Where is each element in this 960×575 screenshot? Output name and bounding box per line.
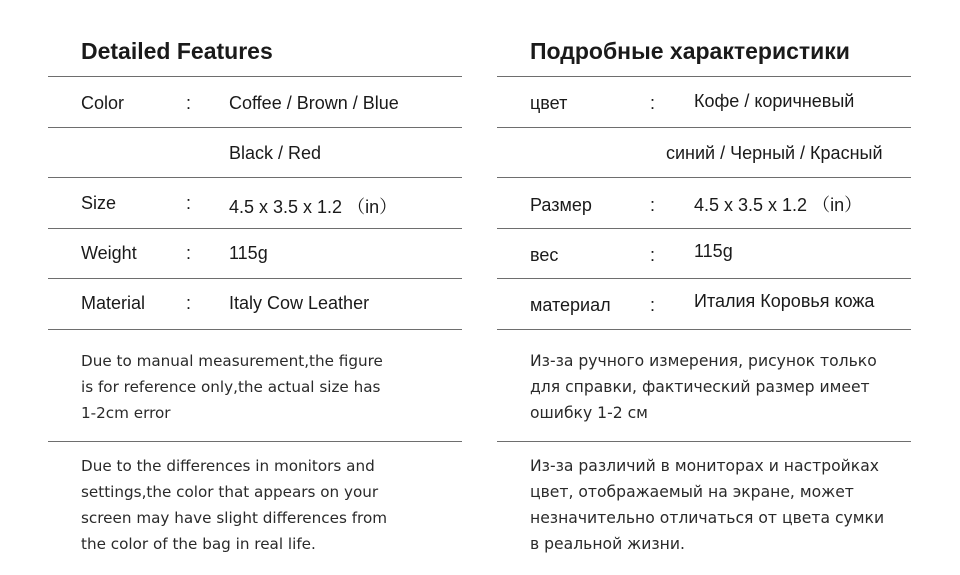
- spec-row-weight: [48, 228, 462, 278]
- note-line: is for reference only,the actual size has: [81, 378, 381, 396]
- divider: [497, 76, 911, 77]
- section-title: Detailed Features: [81, 38, 273, 64]
- color-note: [530, 453, 910, 557]
- divider: [48, 441, 462, 442]
- divider: [48, 329, 462, 330]
- divider: [497, 441, 911, 442]
- spec-row-color: [497, 78, 911, 128]
- spec-value: 4.5 x 3.5 x 1.2 （in）: [694, 195, 863, 215]
- spec-colon: :: [650, 245, 656, 265]
- spec-colon: :: [650, 195, 656, 215]
- spec-row-size: [497, 178, 911, 228]
- spec-row-weight: [497, 228, 911, 278]
- note-line: Из-за различий в мониторах и настройках: [530, 457, 879, 475]
- spec-label: цвет: [530, 93, 568, 113]
- note-line: для справки, фактический размер имеет: [530, 378, 870, 396]
- spec-row-size: [48, 178, 462, 228]
- spec-row-material: [497, 278, 911, 328]
- spec-value: Италия Коровья кожа: [694, 291, 875, 311]
- note-line: screen may have slight differences from: [81, 509, 388, 527]
- spec-row-material: [48, 278, 462, 328]
- note-line: Due to the differences in monitors and: [81, 457, 375, 475]
- note-line: цвет, отображаемый на экране, может: [530, 483, 854, 501]
- spec-colon: :: [186, 193, 192, 213]
- spec-colon: :: [186, 293, 192, 313]
- measurement-note: [530, 348, 910, 426]
- note-line: Из-за ручного измерения, рисунок только: [530, 352, 877, 370]
- spec-row-color-continued: [497, 128, 911, 178]
- spec-label: материал: [530, 295, 611, 315]
- spec-label: Weight: [81, 243, 137, 263]
- color-note: [81, 453, 461, 557]
- note-line: ошибку 1-2 см: [530, 404, 648, 422]
- spec-row-color-continued: [48, 128, 462, 178]
- spec-label: Размер: [530, 195, 592, 215]
- note-line: в реальной жизни.: [530, 535, 685, 553]
- spec-label: Color: [81, 93, 125, 113]
- spec-colon: :: [650, 93, 656, 113]
- spec-row-color: [48, 78, 462, 128]
- spec-colon: :: [186, 243, 192, 263]
- spec-value: Coffee / Brown / Blue: [229, 93, 399, 113]
- note-line: settings,the color that appears on your: [81, 483, 379, 501]
- note-line: the color of the bag in real life.: [81, 535, 316, 553]
- spec-colon: :: [650, 295, 656, 315]
- spec-value: 115g: [694, 241, 733, 261]
- note-line: незначительно отличаться от цвета сумки: [530, 509, 885, 527]
- spec-colon: :: [186, 93, 192, 113]
- spec-value: 4.5 x 3.5 x 1.2 （in）: [229, 197, 398, 217]
- section-title: Подробные характеристики: [530, 38, 850, 64]
- divider: [497, 329, 911, 330]
- spec-label: вес: [530, 245, 559, 265]
- divider: [48, 76, 462, 77]
- spec-value: Кофе / коричневый: [694, 91, 855, 111]
- note-line: 1-2cm error: [81, 404, 171, 422]
- spec-value: синий / Черный / Красный: [666, 143, 883, 163]
- measurement-note: [81, 348, 461, 426]
- spec-value: 115g: [229, 243, 268, 263]
- spec-value: Black / Red: [229, 143, 322, 163]
- spec-label: Material: [81, 293, 146, 313]
- spec-label: Size: [81, 193, 117, 213]
- spec-value: Italy Cow Leather: [229, 293, 370, 313]
- note-line: Due to manual measurement,the figure: [81, 352, 383, 370]
